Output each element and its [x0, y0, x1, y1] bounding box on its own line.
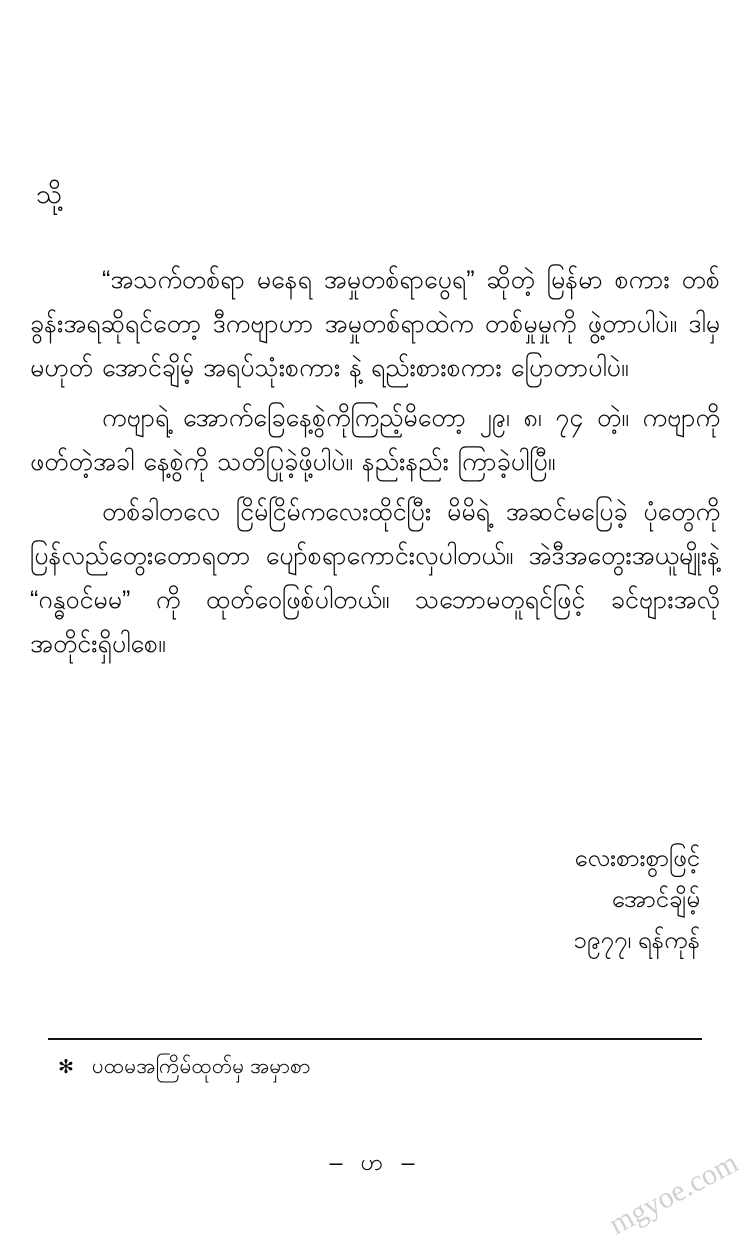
footnote-divider	[48, 1038, 702, 1040]
paragraph: ကဗျာရဲ့ အောက်ခြေနေ့စွဲကိုကြည့်မိတော့ ၂၉၊ ၈၊ ၇၄ တဲ့။ ကဗျာကို ဖတ်တဲ့အခါ နေ့စွဲကို သတိပြုခဲ့ဖို့ပါပဲ။ နည်းနည်း ကြာခဲ့ပါပြီ။	[30, 404, 720, 476]
footnote-text: ပထမအကြိမ်ထုတ်မှ အမှာစာ	[91, 1055, 311, 1078]
signature-date-place: ၁၉၇၇၊ ရန်ကုန်	[573, 927, 700, 954]
paragraph: “အသက်တစ်ရာ မနေရ အမှုတစ်ရာပွေရ” ဆိုတဲ့ မြန်မာ စကား တစ်ခွန်းအရဆိုရင်တော့ ဒီကဗျာဟာ အမှုတစ်ရာထဲက တစ်မှုမှုကို ဖွဲ့တာပါပဲ။ ဒါမှမဟုတ် အောင်ချိမ့် အရပ်သုံးစကား နဲ့ ရည်းစားစကား ပြောတာပါပဲ။	[30, 266, 720, 382]
paragraph: တစ်ခါတလေ ငြိမ်ငြိမ်ကလေးထိုင်ပြီး မိမိရဲ့ အဆင်မပြေခဲ့ ပုံတွေကို ပြန်လည်တွေးတောရတာ ပျော်စရာကောင်းလှပါတယ်။ အဲဒီအတွေးအယူမျိုးနဲ့ “ဂန္ဓဝင်မမ” ကို ထုတ်ဝေဖြစ်ပါတယ်။ သဘောမတူရင်ဖြင့် ခင်ဗျားအလိုအတိုင်းရှိပါစေ။	[30, 498, 720, 658]
signature-author: အောင်ချိမ့်	[611, 886, 700, 913]
salutation: သို့	[36, 179, 63, 209]
signature-block	[573, 838, 700, 961]
footnote	[58, 1050, 310, 1084]
body-text	[30, 258, 720, 666]
watermark: mgyoe.com	[603, 1145, 744, 1242]
page-number: – ဟ –	[329, 1149, 421, 1175]
signature-closing: လေးစားစွာဖြင့်	[574, 845, 700, 872]
asterisk-icon: ✻	[58, 1056, 74, 1078]
